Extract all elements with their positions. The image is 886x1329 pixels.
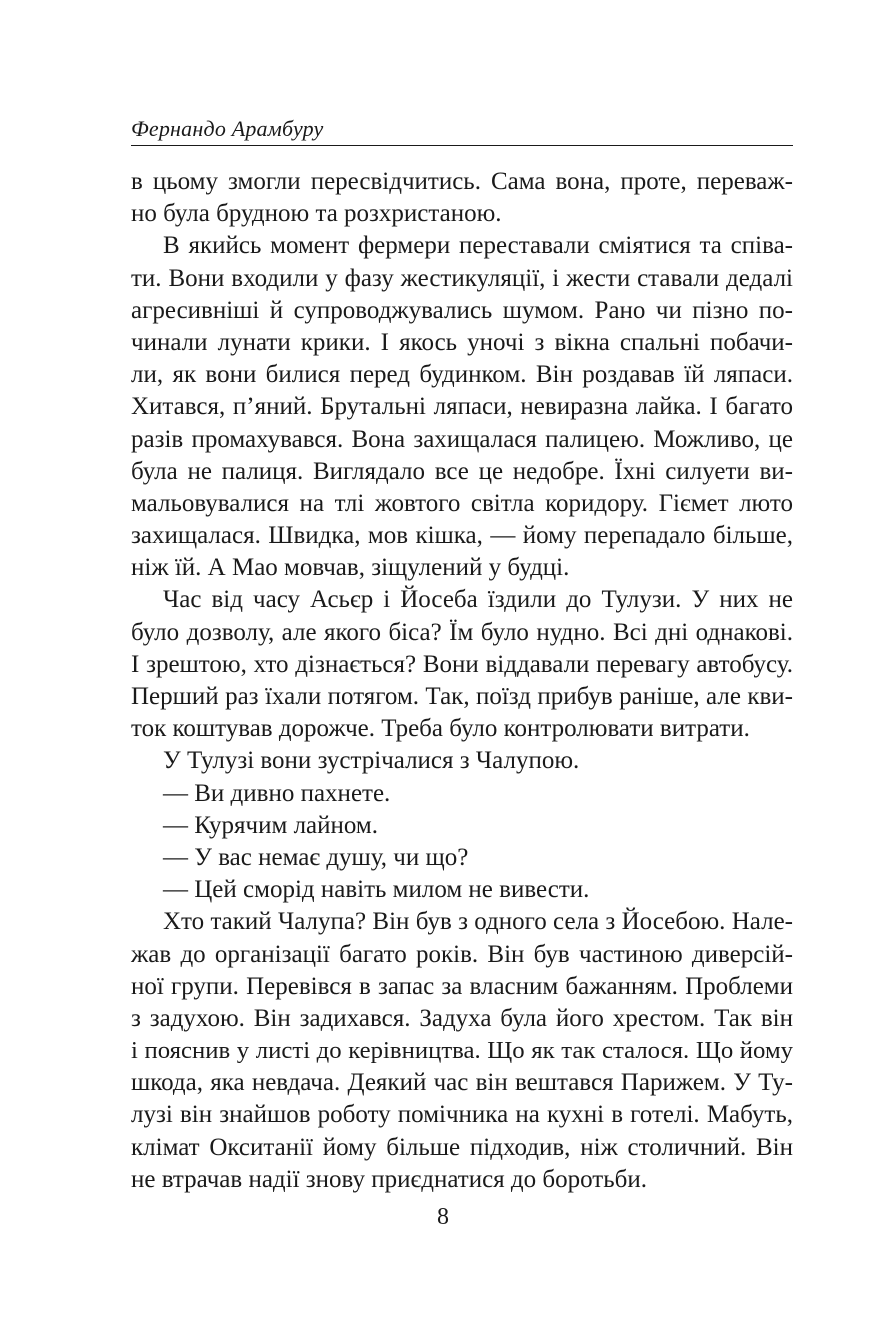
text-line: з задухою. Він задихався. Задуха була його хрестом. Так він (131, 1004, 793, 1032)
text-line: І зрештою, хто дізнається? Вони віддавали перевагу автобусу. (131, 650, 793, 678)
text-line: в цьому змогли пересвідчитись. Сама вона, проте, переваж- (131, 168, 793, 195)
paragraph (131, 166, 793, 230)
text-line: — Цей сморід навіть милом не вивести. (163, 876, 590, 904)
paragraph (131, 745, 793, 777)
paragraph (131, 874, 793, 906)
text-line: агресивніші й супроводжувались шумом. Рано чи пізно по- (131, 296, 793, 324)
text-line: В якийсь момент фермери переставали сміятися та співа- (163, 232, 793, 260)
running-head-author: Фернандо Арамбуру (131, 116, 324, 141)
paragraph (131, 778, 793, 810)
text-line: було дозволу, але якого біса? Їм було нудно. Всі дні однакові. (131, 618, 793, 646)
text-line: чинали лунати крики. І якось уночі з вікна спальні побачи- (131, 328, 793, 356)
text-line: У Тулузі вони зустрічалися з Чалупою. (163, 747, 580, 775)
paragraph (131, 584, 793, 745)
text-line: Хитався, п’яний. Брутальні ляпаси, невиразна лайка. І багато (131, 393, 793, 421)
text-line: ток коштував дорожче. Треба було контролювати витрати. (131, 715, 750, 743)
text-line: і пояснив у листі до керівництва. Що як так сталося. Що йому (131, 1037, 793, 1065)
text-line: — У вас немає душу, чи що? (163, 843, 469, 871)
paragraph (131, 842, 793, 874)
text-line: разів промахувався. Вона захищалася палицею. Можливо, це (131, 425, 793, 453)
text-line: — Курячим лайном. (163, 811, 378, 839)
text-line: клімат Окситанії йому більше підходив, ніж столичний. Він (131, 1133, 793, 1161)
text-line: ли, як вони билися перед будинком. Він роздавав їй ляпаси. (131, 361, 793, 389)
text-line: — Ви дивно пахнете. (163, 779, 391, 807)
text-line: ти. Вони входили у фазу жестикуляції, і жести ставали дедалі (131, 264, 793, 292)
text-line: Перший раз їхали потягом. Так, поїзд прибув раніше, але кви- (131, 683, 793, 710)
text-line: жав до організації багато років. Він був частиною диверсій- (131, 940, 793, 968)
page-number: 8 (437, 1204, 449, 1230)
text-line: Час від часу Асьєр і Йосеба їздили до Тулузи. У них не (163, 586, 793, 614)
text-line: мальовувалися на тлі жовтого світла коридору. Гіємет люто (131, 489, 793, 517)
text-line: захищалася. Швидка, мов кішка, — йому перепадало більше, (131, 522, 793, 550)
text-line: шкода, яка невдача. Деякий час він вештався Парижем. У Ту- (131, 1069, 793, 1097)
text-line: була не палиця. Виглядало все це недобре. Їхні силуети ви- (131, 457, 793, 485)
text-line: лузі він знайшов роботу помічника на кухні в готелі. Мабуть, (131, 1101, 793, 1129)
text-line: не втрачав надії знову приєднатися до боротьби. (131, 1165, 647, 1193)
text-line: ної групи. Перевівся в запас за власним бажанням. Проблеми (131, 972, 793, 1000)
text-line: Хто такий Чалупа? Він був з одного села з Йосебою. Нале- (163, 908, 793, 936)
text-line: ніж їй. А Мао мовчав, зіщулений у будці. (131, 554, 570, 582)
body-text (131, 166, 793, 1196)
paragraph (131, 906, 793, 1196)
paragraph (131, 810, 793, 842)
header-rule (131, 145, 793, 146)
text-line: но була брудною та розхристаною. (131, 200, 502, 228)
paragraph (131, 230, 793, 584)
